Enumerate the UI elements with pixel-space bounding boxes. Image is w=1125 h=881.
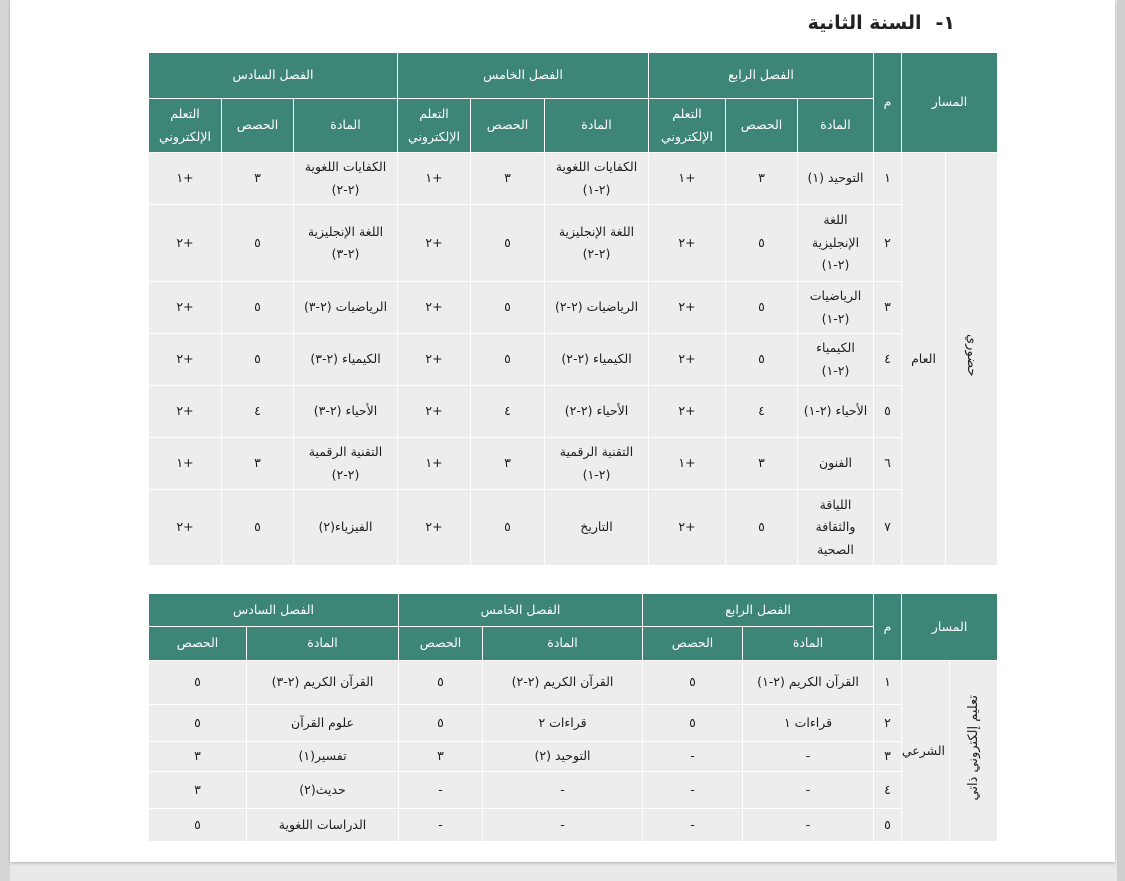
elearning-cell: +٢ — [149, 386, 222, 438]
subject-cell: اللغة الإنجليزية (٢-٢) — [545, 205, 649, 282]
periods-cell: ٥ — [643, 661, 743, 705]
elearning-cell: +٢ — [649, 490, 726, 566]
track-cell: الشرعي — [902, 661, 950, 842]
periods-cell: ٥ — [471, 205, 545, 282]
elearning-cell: +٢ — [398, 490, 471, 566]
periods-header: الحصص — [726, 99, 798, 153]
semester-4-header: الفصل الرابع — [649, 53, 874, 99]
subject-cell: الرياضيات (٢-٢) — [545, 282, 649, 334]
elearning-cell: +٢ — [398, 386, 471, 438]
periods-cell: ٤ — [471, 386, 545, 438]
study-mode-cell: تعليم إلكتروني ذاتي — [950, 661, 998, 842]
subject-cell: اللغة الإنجليزية (٢-٣) — [294, 205, 398, 282]
subject-cell: قراءات ٢ — [483, 705, 643, 742]
section-number: ١- — [935, 12, 955, 34]
elearning-cell: +٢ — [649, 205, 726, 282]
subject-cell: الأحياء (٢-٣) — [294, 386, 398, 438]
semester-4-header: الفصل الرابع — [643, 594, 874, 627]
periods-cell: ٥ — [726, 334, 798, 386]
elearning-cell: +٢ — [398, 334, 471, 386]
row-number: ٤ — [874, 334, 902, 386]
elearning-cell: +١ — [398, 438, 471, 490]
subject-cell: الكيمياء (٢-٢) — [545, 334, 649, 386]
subject-cell: الكفايات اللغوية (٢-٢) — [294, 153, 398, 205]
elearning-cell: +٢ — [149, 282, 222, 334]
row-number: ٣ — [874, 742, 902, 772]
elearning-cell: +١ — [649, 438, 726, 490]
study-plan-table-in-person — [148, 52, 998, 566]
periods-header: الحصص — [399, 627, 483, 661]
table-row — [149, 334, 998, 386]
row-number: ١ — [874, 153, 902, 205]
table-row — [149, 438, 998, 490]
elearning-cell: +٢ — [649, 334, 726, 386]
subject-cell: - — [483, 809, 643, 842]
subject-cell: اللياقة والثقافة الصحية — [798, 490, 874, 566]
elearning-cell: +٢ — [398, 282, 471, 334]
table-row — [149, 809, 998, 842]
periods-cell: ٥ — [726, 205, 798, 282]
row-number: ٢ — [874, 705, 902, 742]
track-header: المسار — [902, 53, 998, 153]
subject-cell: حديث(٢) — [247, 772, 399, 809]
subject-cell: الدراسات اللغوية — [247, 809, 399, 842]
study-plan-table-self-elearning — [148, 593, 998, 842]
subject-header: المادة — [798, 99, 874, 153]
table-row — [149, 153, 998, 205]
study-mode-cell: حضوري — [946, 153, 998, 566]
elearning-cell: +٢ — [649, 386, 726, 438]
row-number: ٥ — [874, 809, 902, 842]
subject-cell: - — [743, 742, 874, 772]
periods-cell: - — [399, 772, 483, 809]
elearning-cell: +١ — [649, 153, 726, 205]
periods-cell: ٥ — [471, 490, 545, 566]
left-margin-bar — [0, 0, 10, 881]
periods-header: الحصص — [643, 627, 743, 661]
subject-cell: الأحياء (٢-١) — [798, 386, 874, 438]
elearning-cell: +١ — [149, 438, 222, 490]
subject-cell: القرآن الكريم (٢-٣) — [247, 661, 399, 705]
table-row — [149, 772, 998, 809]
periods-cell: - — [643, 772, 743, 809]
table-row — [149, 661, 998, 705]
subject-cell: الأحياء (٢-٢) — [545, 386, 649, 438]
periods-cell: ٣ — [149, 772, 247, 809]
periods-cell: ٣ — [726, 438, 798, 490]
table-row — [149, 742, 998, 772]
subject-cell: التوحيد (٢) — [483, 742, 643, 772]
periods-header: الحصص — [222, 99, 294, 153]
table-row — [149, 205, 998, 282]
m-header: م — [874, 594, 902, 661]
row-number: ٣ — [874, 282, 902, 334]
row-number: ٥ — [874, 386, 902, 438]
subject-cell: الفيزياء(٢) — [294, 490, 398, 566]
periods-cell: ٥ — [149, 705, 247, 742]
periods-cell: - — [399, 809, 483, 842]
subject-cell: علوم القرآن — [247, 705, 399, 742]
subject-cell: القرآن الكريم (٢-٢) — [483, 661, 643, 705]
elearning-cell: +١ — [149, 153, 222, 205]
elearning-cell: +٢ — [149, 334, 222, 386]
subject-header: المادة — [247, 627, 399, 661]
elearning-cell: +١ — [398, 153, 471, 205]
periods-cell: ٥ — [399, 661, 483, 705]
subject-cell: - — [483, 772, 643, 809]
periods-cell: ٥ — [222, 334, 294, 386]
semester-5-header: الفصل الخامس — [398, 53, 649, 99]
subject-cell: الرياضيات (٢-٣) — [294, 282, 398, 334]
elearning-header: التعلم الإلكتروني — [398, 99, 471, 153]
periods-cell: ٤ — [726, 386, 798, 438]
track-cell: العام — [902, 153, 946, 566]
periods-cell: ٥ — [643, 705, 743, 742]
periods-cell: ٥ — [399, 705, 483, 742]
right-scroll-edge — [1117, 0, 1125, 881]
subject-cell: - — [743, 772, 874, 809]
periods-cell: ٤ — [222, 386, 294, 438]
track-header: المسار — [902, 594, 998, 661]
table-row — [149, 282, 998, 334]
subject-cell: التقنية الرقمية (٢-١) — [545, 438, 649, 490]
periods-cell: ٥ — [471, 334, 545, 386]
periods-cell: ٥ — [471, 282, 545, 334]
elearning-header: التعلم الإلكتروني — [649, 99, 726, 153]
periods-cell: ٥ — [726, 282, 798, 334]
elearning-cell: +٢ — [398, 205, 471, 282]
periods-cell: ٥ — [222, 490, 294, 566]
subject-cell: قراءات ١ — [743, 705, 874, 742]
subject-cell: التاريخ — [545, 490, 649, 566]
row-number: ٤ — [874, 772, 902, 809]
periods-cell: ٣ — [471, 153, 545, 205]
semester-5-header: الفصل الخامس — [399, 594, 643, 627]
subject-header: المادة — [294, 99, 398, 153]
periods-cell: - — [643, 809, 743, 842]
periods-header: الحصص — [149, 627, 247, 661]
periods-header: الحصص — [471, 99, 545, 153]
periods-cell: ٣ — [149, 742, 247, 772]
periods-cell: ٥ — [149, 661, 247, 705]
subject-cell: تفسير(١) — [247, 742, 399, 772]
periods-cell: ٣ — [222, 438, 294, 490]
elearning-cell: +٢ — [649, 282, 726, 334]
subject-header: المادة — [545, 99, 649, 153]
periods-cell: ٥ — [222, 205, 294, 282]
subject-header: المادة — [743, 627, 874, 661]
periods-cell: ٣ — [399, 742, 483, 772]
subject-cell: القرآن الكريم (٢-١) — [743, 661, 874, 705]
subject-cell: - — [743, 809, 874, 842]
subject-cell: الكيمياء (٢-١) — [798, 334, 874, 386]
semester-6-header: الفصل السادس — [149, 594, 399, 627]
periods-cell: ٥ — [726, 490, 798, 566]
periods-cell: ٥ — [149, 809, 247, 842]
subject-cell: اللغة الإنجليزية (٢-١) — [798, 205, 874, 282]
periods-cell: - — [643, 742, 743, 772]
m-header: م — [874, 53, 902, 153]
subject-cell: الكفايات اللغوية (٢-١) — [545, 153, 649, 205]
subject-header: المادة — [483, 627, 643, 661]
table-row — [149, 490, 998, 566]
periods-cell: ٥ — [222, 282, 294, 334]
row-number: ٧ — [874, 490, 902, 566]
periods-cell: ٣ — [471, 438, 545, 490]
subject-cell: الكيمياء (٢-٣) — [294, 334, 398, 386]
row-number: ٦ — [874, 438, 902, 490]
periods-cell: ٣ — [726, 153, 798, 205]
document-page — [10, 0, 1115, 862]
subject-cell: الفنون — [798, 438, 874, 490]
subject-cell: التقنية الرقمية (٢-٢) — [294, 438, 398, 490]
row-number: ١ — [874, 661, 902, 705]
row-number: ٢ — [874, 205, 902, 282]
table-row — [149, 386, 998, 438]
subject-cell: التوحيد (١) — [798, 153, 874, 205]
section-heading — [808, 12, 955, 34]
table-row — [149, 705, 998, 742]
section-title: السنة الثانية — [807, 12, 922, 34]
elearning-cell: +٢ — [149, 490, 222, 566]
periods-cell: ٣ — [222, 153, 294, 205]
elearning-header: التعلم الإلكتروني — [149, 99, 222, 153]
semester-6-header: الفصل السادس — [149, 53, 398, 99]
elearning-cell: +٢ — [149, 205, 222, 282]
subject-cell: الرياضيات (٢-١) — [798, 282, 874, 334]
